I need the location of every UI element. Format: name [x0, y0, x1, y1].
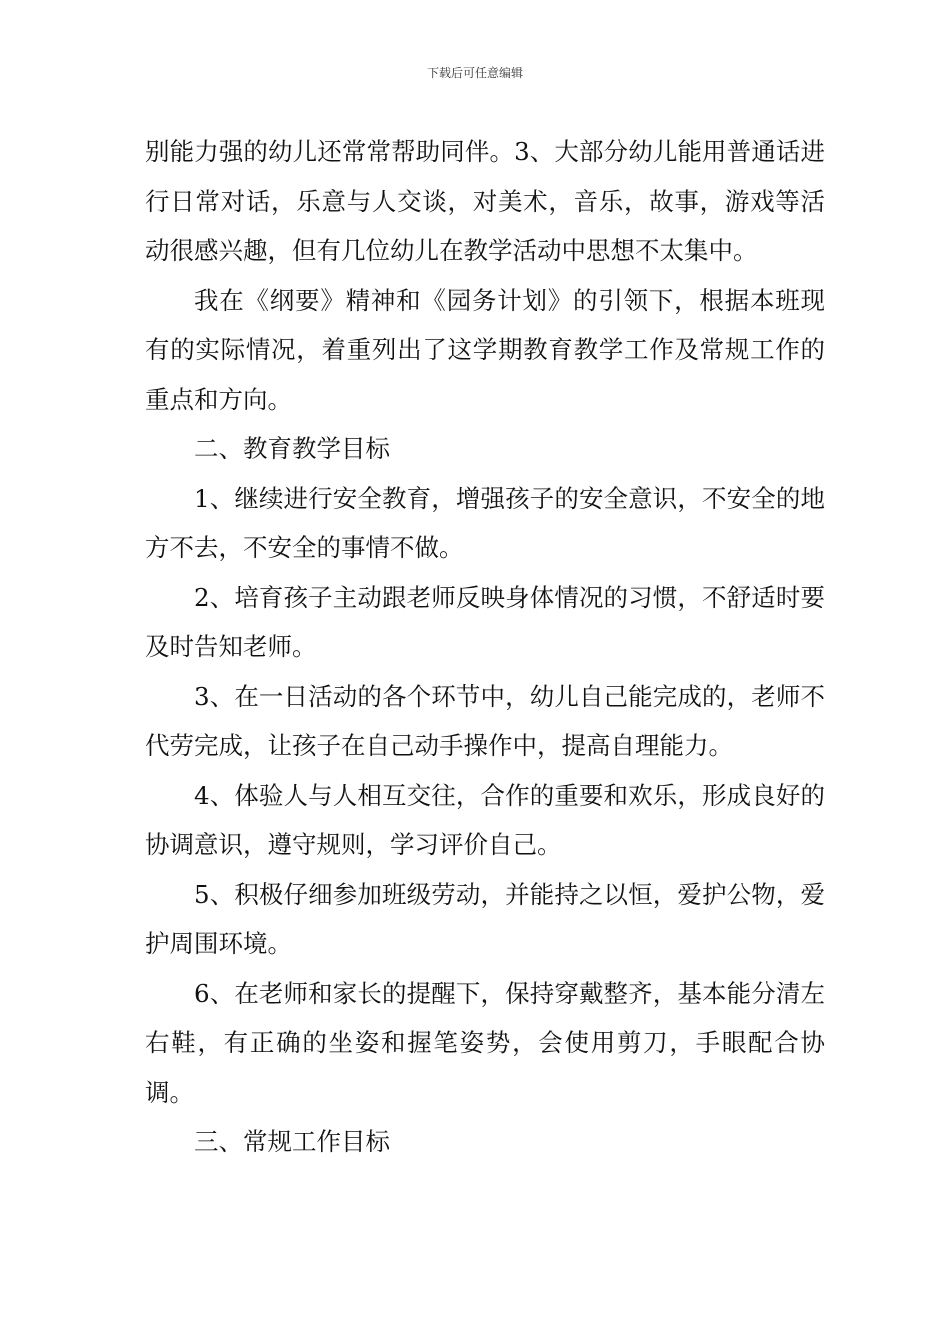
goal-item-5: 5、积极仔细参加班级劳动，并能持之以恒，爱护公物，爱护周围环境。 [145, 879, 825, 958]
section-heading-routine-goals: 三、常规工作目标 [194, 1127, 390, 1156]
page-header: 下载后可任意编辑 [426, 66, 523, 80]
goal-item-2: 2、培育孩子主动跟老师反映身体情况的习惯，不舒适时要及时告知老师。 [145, 582, 825, 661]
goal-item-1: 1、继续进行安全教育，增强孩子的安全意识，不安全的地方不去，不安全的事情不做。 [145, 483, 825, 562]
section-heading-teaching-goals: 二、教育教学目标 [194, 434, 390, 463]
paragraph-continuation: 别能力强的幼儿还常常帮助同伴。3、大部分幼儿能用普通话进行日常对话，乐意与人交谈，对美术，音乐，故事，游戏等活动很感兴趣，但有几位幼儿在教学活动中思想不太集中。 [145, 137, 825, 265]
goal-item-6: 6、在老师和家长的提醒下，保持穿戴整齐，基本能分清左右鞋，有正确的坐姿和握笔姿势，会使用剪刀，手眼配合协调。 [145, 978, 825, 1107]
goal-item-3: 3、在一日活动的各个环节中，幼儿自己能完成的，老师不代劳完成，让孩子在自己动手操作中，提高自理能力。 [145, 681, 825, 760]
document-body [145, 127, 825, 1167]
goal-item-4: 4、体验人与人相互交往，合作的重要和欢乐，形成良好的协调意识，遵守规则，学习评价自己。 [145, 780, 825, 859]
paragraph-intro: 我在《纲要》精神和《园务计划》的引领下，根据本班现有的实际情况，着重列出了这学期教育教学工作及常规工作的重点和方向。 [145, 285, 825, 414]
